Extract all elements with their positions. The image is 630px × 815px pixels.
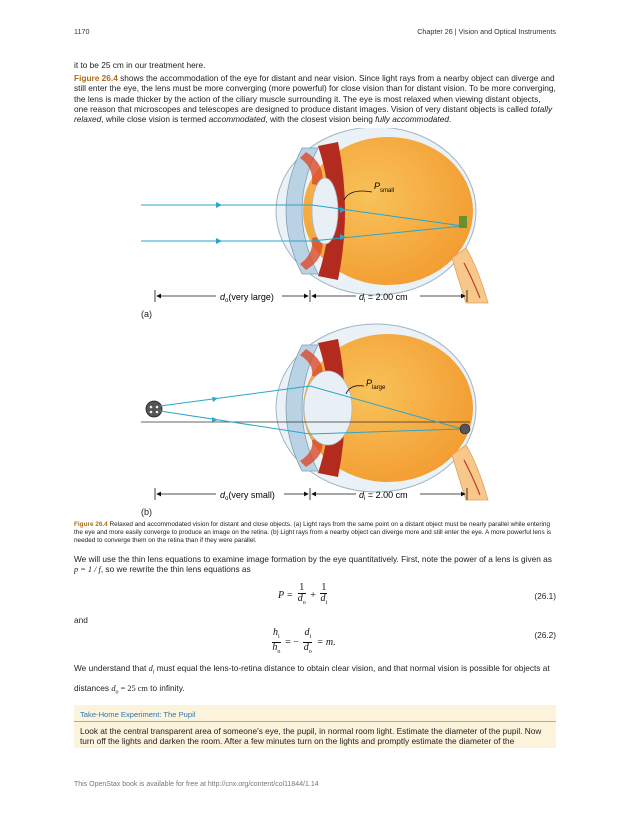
paragraph-lens-retina — [74, 661, 556, 700]
numerator: $d_i$ — [303, 628, 312, 643]
do-label: $d_o(very$ large) — [220, 292, 274, 304]
figure-reference-link[interactable]: Figure 26.4 — [74, 73, 118, 83]
inline-variable: $d_i$ — [148, 664, 155, 676]
numerator: 1 — [299, 582, 305, 593]
paragraph-text: , so we rewrite the thin lens equations as — [100, 564, 251, 575]
panel-b-diagram — [141, 324, 488, 502]
paragraph-text: shows the accommodation of the eye for distant and near vision. Since light rays from a nearby object can diverge and still enter the eye, the lens must be more converging (more powerful) for close vision than for distant vision. To be more converging, the lens is made thicker by the action of the ciliary muscle surrounding it. The eye is most relaxed when viewing distant objects, one reason that microscopes and telescopes are designed to produce distant images. Vision of very distant objects is called — [74, 73, 556, 114]
equals-minus: = − — [285, 636, 299, 648]
paragraph-text: . — [448, 114, 452, 125]
ray-arrow — [216, 238, 222, 244]
di-label: $d_i = 2.00$ cm — [359, 292, 408, 304]
fraction — [320, 583, 327, 608]
caption-figure-number: Figure 26.4 — [74, 521, 108, 528]
near-object-icon — [146, 401, 162, 417]
object-dot — [156, 411, 159, 414]
denominator: $d_o$ — [297, 593, 306, 606]
denominator: $h_o$ — [272, 642, 281, 655]
panel-a-label: (a) — [141, 309, 152, 319]
paragraph-text: We will use the thin lens equations to examine image formation by the eye quantitatively. First, note the power of a lens is given as — [74, 554, 552, 564]
equation-26-2 — [270, 628, 336, 657]
panel-b-label: (b) — [141, 507, 152, 517]
take-home-experiment-box — [74, 705, 556, 748]
ray-arrow — [216, 202, 222, 208]
paragraph-thin-lens — [74, 554, 556, 576]
fraction — [298, 583, 306, 608]
figure-caption — [74, 521, 556, 546]
italic-term: totally relaxed — [74, 103, 553, 125]
object-dot — [156, 406, 159, 409]
inline-variable: $d_o = 25$ cm — [111, 683, 148, 696]
paragraph-text: must equal the lens-to-retina distance to obtain clear vision, and that normal vision is possible for objects at distances — [74, 663, 550, 693]
equation-tail: = m. — [316, 636, 336, 648]
numerator: 1 — [321, 582, 327, 593]
panel-a-diagram — [141, 128, 488, 304]
plus-sign: + — [310, 589, 316, 601]
paragraph-accommodation — [74, 73, 556, 124]
power-label: $P_{large}$ — [366, 378, 386, 391]
equation-number: (26.1) — [534, 591, 556, 601]
paragraph-text: , with the closest vision being — [265, 114, 376, 125]
paragraph-text: , while close vision is termed — [101, 114, 209, 125]
di-label: $d_i = 2.00$ cm — [359, 490, 408, 502]
equation-26-1 — [278, 583, 329, 608]
fraction — [303, 628, 312, 657]
equation-number: (26.2) — [534, 630, 556, 640]
and-word: and — [74, 615, 88, 625]
retina-image-icon — [459, 216, 467, 228]
page-footer: This OpenStax book is available for free at http://cnx.org/content/col11844/1.14 — [74, 781, 319, 788]
object-dot — [150, 411, 153, 414]
experiment-title: Take-Home Experiment: The Pupil — [80, 710, 196, 719]
object-dot — [150, 406, 153, 409]
paragraph-text: to infinity. — [150, 682, 185, 693]
inline-formula: p = 1 / f — [74, 565, 101, 575]
page-number: 1170 — [74, 27, 90, 36]
eye-accommodation-figure — [0, 128, 630, 523]
fraction — [272, 628, 281, 657]
experiment-body: Look at the central transparent area of someone's eye, the pupil, in normal room light. Estimate the diameter of the pupil. Now turn off the lights and darken the room. After a few minutes turn on the lights and promptly estimate the diameter of the — [80, 726, 542, 747]
denominator: $d_o$ — [303, 642, 312, 655]
retina-image-icon — [460, 424, 470, 434]
lens-thin — [312, 178, 338, 244]
italic-term: fully accommodated — [375, 114, 449, 125]
equation-lhs: P = — [278, 589, 294, 601]
denominator: $d_i$ — [320, 593, 328, 606]
paragraph-text: We understand that — [74, 663, 149, 673]
italic-term: accommodated — [208, 114, 266, 125]
power-label: $P_{small}$ — [374, 181, 395, 194]
chapter-title: Chapter 26 | Vision and Optical Instruments — [417, 27, 556, 36]
ray-arrow — [212, 397, 218, 402]
do-label: $d_o(very$ small) — [220, 490, 275, 502]
caption-text: Relaxed and accommodated vision for distant and close objects. (a) Light rays from the same point on a distant object must be nearly parallel while entering the eye and more easily converge to produce an image on the retina. (b) Light rays from a nearby object can diverge more and still enter the eye. A more powerful lens is needed to converge them on the retina than if they were parallel. — [74, 521, 552, 545]
numerator: $h_i$ — [272, 628, 281, 643]
intro-line: it to be 25 cm in our treatment here. — [74, 60, 206, 70]
experiment-divider — [74, 721, 556, 722]
